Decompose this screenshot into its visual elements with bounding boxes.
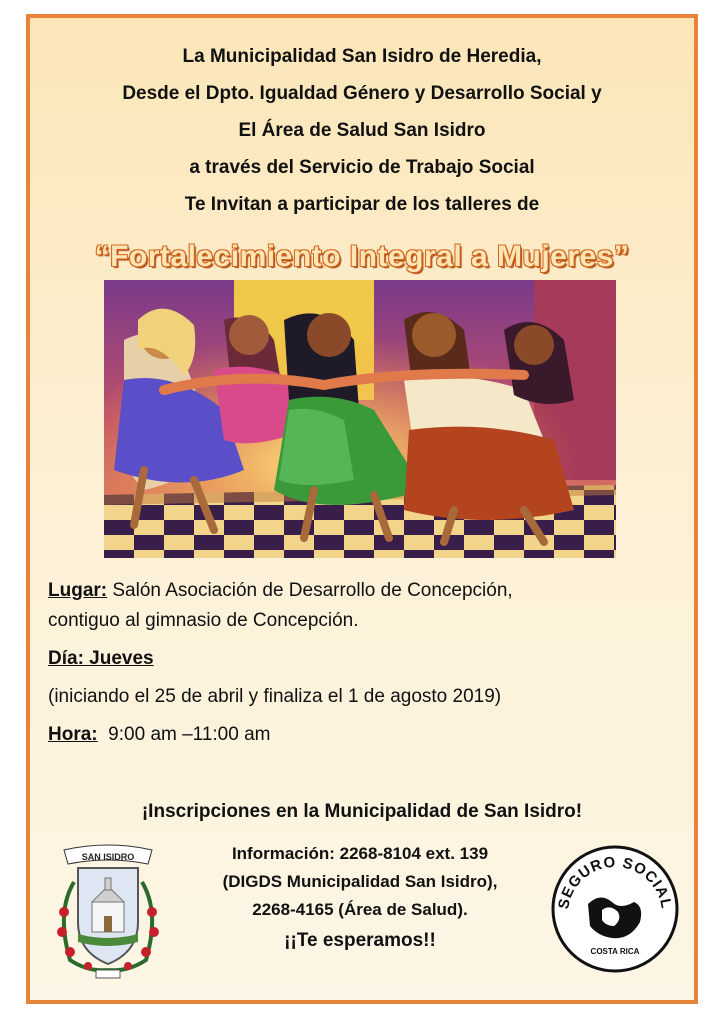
- crest-banner-text: SAN ISIDRO: [81, 852, 135, 862]
- event-details: [48, 576, 688, 750]
- contact-info: [170, 840, 550, 924]
- lugar-value: Salón Asociación de Desarrollo de Concepción,: [107, 580, 513, 601]
- san-isidro-crest-logo: [48, 842, 168, 982]
- inscripciones-text: ¡Inscripciones en la Municipalidad de San Isidro!: [141, 801, 583, 822]
- dia-value: (iniciando el 25 de abril y finaliza el 1 de agosto 2019): [48, 686, 502, 707]
- header-text: [30, 38, 694, 223]
- header-line-4: a través del Servicio de Trabajo Social: [189, 157, 535, 178]
- lugar-row: [48, 576, 688, 606]
- lugar-label: Lugar:: [48, 580, 108, 601]
- header-line-5: Te Invitan a participar de los talleres de: [184, 194, 540, 215]
- workshop-title: “Fortalecimiento Integral a Mujeres”: [94, 240, 630, 273]
- hora-row: [48, 720, 688, 750]
- header-line-2: Desde el Dpto. Igualdad Género y Desarrollo Social y: [122, 83, 602, 104]
- flyer-frame: [26, 14, 698, 1004]
- header-line-3: El Área de Salud San Isidro: [238, 120, 486, 141]
- dia-label: Día: Jueves: [48, 648, 154, 669]
- hora-value: 9:00 am –11:00 am: [97, 724, 271, 745]
- info-line-1: Información: 2268-8104 ext. 139: [231, 844, 489, 863]
- seguro-social-logo: [550, 844, 680, 974]
- hora-label: Hora:: [48, 724, 98, 745]
- seguro-country-text: COSTA RICA: [590, 947, 640, 956]
- lugar-value-cont: contiguo al gimnasio de Concepción.: [48, 610, 359, 631]
- info-line-2: (DIGDS Municipalidad San Isidro),: [222, 872, 498, 891]
- dia-row: [48, 644, 688, 674]
- seguro-social-text: SEGURO SOCIAL: [555, 853, 675, 911]
- closing-text: ¡¡Te esperamos!!: [284, 930, 436, 951]
- info-line-3: 2268-4165 (Área de Salud).: [252, 900, 468, 919]
- header-line-1: La Municipalidad San Isidro de Heredia,: [182, 46, 542, 67]
- women-dancing-painting: [104, 280, 616, 558]
